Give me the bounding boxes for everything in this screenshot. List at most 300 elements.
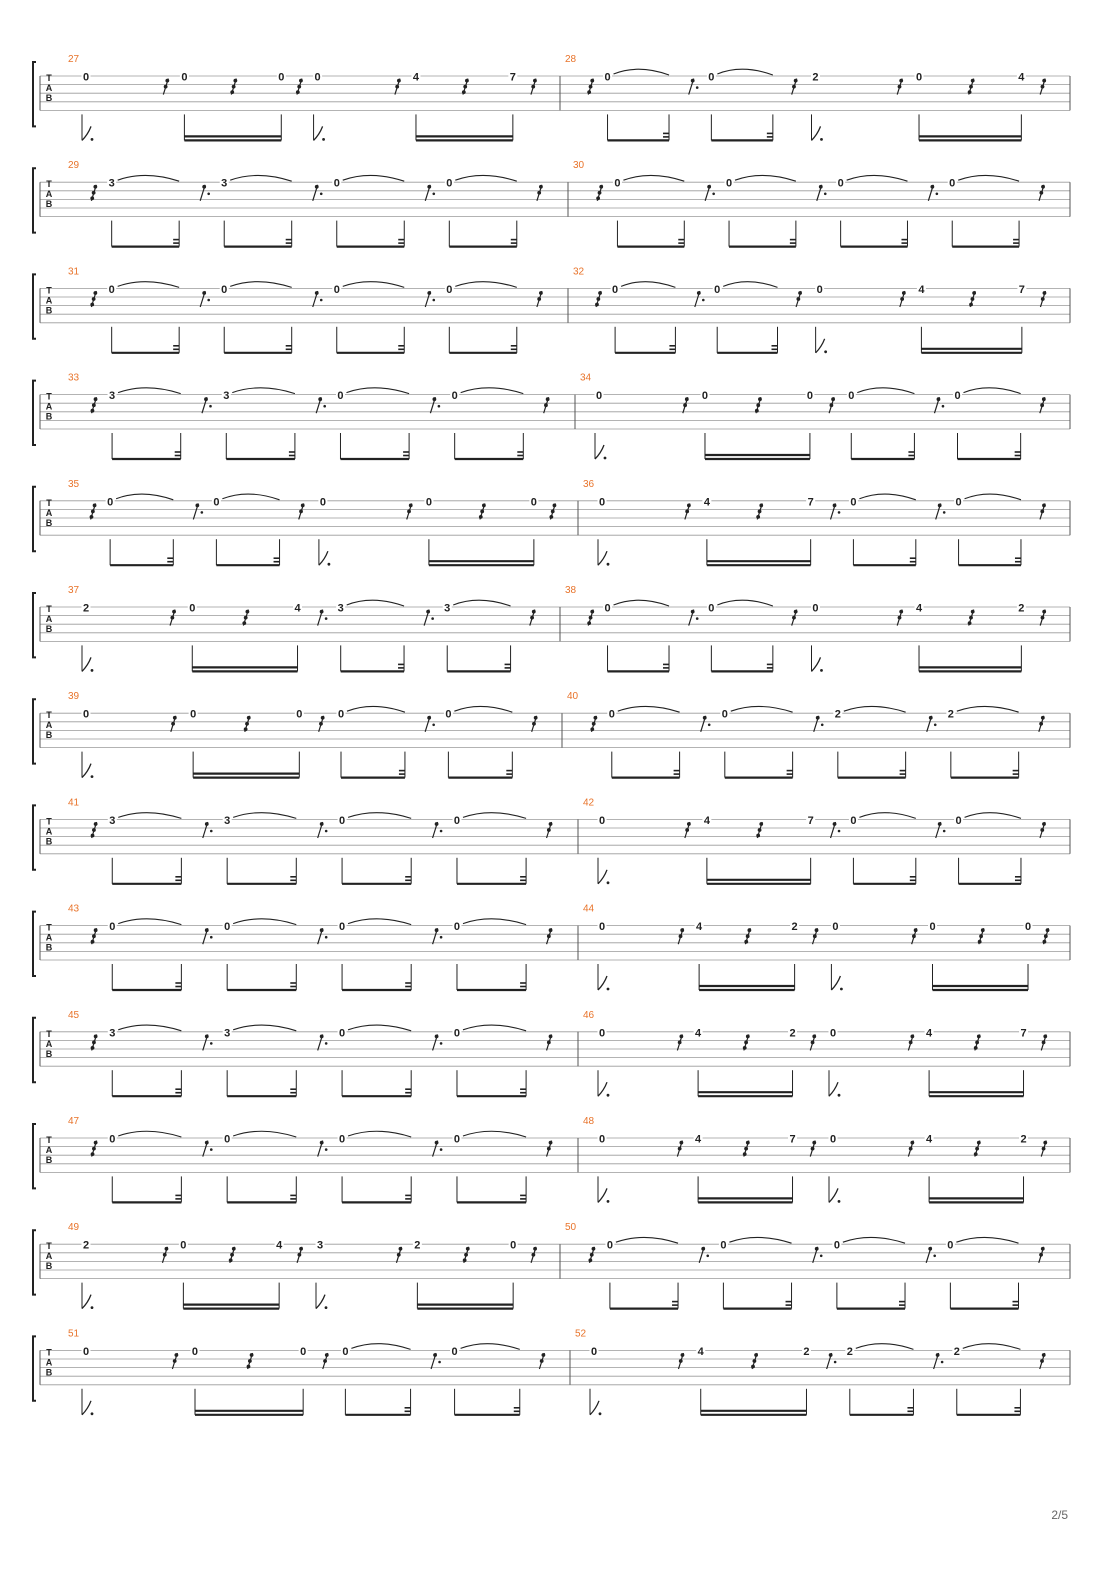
note-event [934,1353,944,1369]
fret-number: 0 [812,602,819,615]
rest-flag-dot [544,403,548,407]
rest-flag-dot [482,504,486,508]
note-event [1039,1247,1045,1263]
note-event [833,706,905,777]
rest-flag-dot [910,1141,914,1145]
tie-arc [346,388,409,394]
rest-flag-dot [91,409,95,413]
rest-flag-dot [598,191,602,195]
fret-number: 0 [829,1133,837,1146]
note-event [338,1131,412,1202]
rest-dot [432,193,435,196]
rest-flag-dot [172,610,176,614]
tab-system [33,54,1070,141]
rest-flag-dot [432,397,436,401]
fret-number: 0 [833,1239,840,1252]
fret-number: 0 [339,814,346,827]
tie-arc [956,1237,1018,1243]
note-event [544,397,550,413]
rest-flag-dot [323,1359,327,1363]
note-event [829,397,835,413]
note-event [90,503,97,519]
note-event [200,185,210,201]
note-event [815,282,827,353]
note-event [200,291,210,307]
rest-flag-dot [1040,828,1044,832]
tab-clef-letter: B [45,1155,53,1165]
rest-flag-dot [1039,1253,1043,1257]
rest-flag-dot [811,1147,815,1151]
rest-flag-dot [539,291,543,295]
note-event [705,185,715,201]
tab-clef-letter: B [45,199,53,210]
rest-flag-dot [250,1353,254,1357]
note-event [897,610,903,626]
rest-flag-dot [829,1353,833,1357]
note-event [587,79,594,95]
fret-number: 0 [598,814,606,827]
rest-flag-dot [744,940,748,944]
rest-flag-dot [435,1035,439,1039]
tie-arc [461,388,524,394]
rest-dot [706,1255,709,1258]
measure [68,479,556,566]
rest-flag-dot [202,291,206,295]
rest-flag-dot [679,934,683,938]
dot [91,669,94,672]
rest-flag-dot [547,1147,551,1151]
note-flag [811,126,820,140]
rest-flag-dot [399,1247,403,1251]
rest-flag-dot [796,297,800,301]
note-event [531,1247,537,1263]
rest-flag-dot [691,79,695,83]
measure [68,904,552,990]
note-event [452,813,526,884]
note-event [91,1034,98,1050]
rest-flag-dot [899,610,903,614]
rest-flag-dot [229,1258,233,1262]
rest-flag-dot [755,409,759,413]
note-event [297,1247,303,1263]
note-event [411,70,517,140]
rest-dot [708,724,711,727]
rest-flag-dot [320,610,324,614]
tie-arc [844,706,906,712]
tie-arc [233,813,296,819]
tab-clef-letter: A [45,932,53,943]
rest-flag-dot [968,621,972,625]
note-event [323,1353,329,1369]
system-bracket [33,1336,36,1400]
note-event [689,79,699,95]
tie-arc [343,175,404,181]
fret-number: 0 [606,1239,613,1252]
rest-flag-dot [297,1253,301,1257]
note-flag [598,870,607,884]
tie-arc [348,919,411,925]
rest-flag-dot [969,85,973,89]
note-event [607,706,679,777]
measure [580,373,1046,460]
tie-arc [621,282,675,288]
fret-number: 2 [803,1345,810,1358]
tab-clef-letter: T [46,922,52,933]
note-event [1041,1034,1047,1050]
rest-flag-dot [898,616,902,620]
rest-flag-dot [593,716,597,720]
tab-clef-letter: A [45,720,53,731]
note-event [452,919,526,990]
note-event [220,282,292,353]
measure-number: 48 [583,1116,595,1127]
rest-flag-dot [94,822,98,826]
rest-flag-dot [979,934,983,938]
rest-flag-dot [831,397,835,401]
note-event [831,920,843,991]
note-event [396,1247,402,1263]
note-event [547,1141,553,1157]
rest-flag-dot [747,928,751,932]
note-event [811,601,823,672]
rest-flag-dot [969,616,973,620]
system-bracket [33,487,36,551]
tab-system [33,1328,1070,1415]
measure [68,797,552,883]
tie-arc [118,1131,181,1137]
fret-number: 4 [294,602,301,615]
rest-flag-dot [247,716,251,720]
dot [607,563,610,566]
note-event [179,1238,284,1308]
dot [838,1200,841,1203]
fret-number: 0 [296,708,303,721]
rest-flag-dot [589,85,593,89]
note-event [444,706,512,777]
rest-flag-dot [816,716,820,720]
rest-flag-dot [598,291,602,295]
fret-number: 0 [451,390,458,403]
tab-clef-letter: B [45,1261,53,1272]
rest-flag-dot [914,928,918,932]
rest-flag-dot [968,90,972,94]
note-event [443,600,511,671]
tie-arc [735,175,796,181]
rest-flag-dot [703,716,707,720]
note-event [452,1025,526,1096]
tie-arc [847,175,908,181]
rest-flag-dot [756,515,760,519]
rest-dot [207,299,210,302]
rest-flag-dot [427,716,431,720]
note-event [694,1026,797,1096]
fret-number: 0 [829,1027,837,1040]
fret-number: 3 [109,390,116,403]
note-event [603,69,669,140]
rest-flag-dot [685,510,689,514]
note-event [1040,79,1046,95]
note-event [587,610,594,626]
fret-number: 0 [82,708,90,721]
measure-number: 45 [68,1009,80,1021]
tie-arc [455,282,516,288]
fret-number: 0 [224,1133,231,1146]
note-event [170,610,176,626]
measure [68,1116,552,1202]
rest-dot [201,511,204,514]
rest-flag-dot [245,610,249,614]
note-event [220,175,292,246]
note-event [530,610,536,626]
tie-arc [118,282,179,288]
tab-clef-letter: A [45,614,53,624]
rest-flag-dot [683,403,687,407]
note-event [180,70,286,140]
tab-clef-letter: T [46,73,52,83]
measure-number: 40 [567,691,579,703]
note-event [318,928,328,944]
note-event [91,397,98,413]
note-event [338,1025,412,1096]
rest-flag-dot [549,1141,553,1145]
rest-flag-dot [1043,1035,1047,1039]
tab-clef-letter: T [46,497,52,508]
fret-number: 4 [695,1027,702,1040]
rest-flag-dot [549,928,553,932]
measure [573,160,1045,246]
fret-number: 0 [590,1345,598,1358]
fret-number: 0 [333,177,340,190]
note-event [700,389,814,459]
tab-clef-letter: B [45,411,53,422]
measure [565,54,1046,141]
rest-flag-dot [90,515,94,519]
tab-system [33,797,1070,884]
rest-flag-dot [463,85,467,89]
note-flag [831,976,840,990]
fret-number: 0 [837,177,844,190]
note-event [946,1237,1019,1308]
note-event [316,397,326,413]
rest-dot [934,724,937,727]
note-event [605,1237,678,1308]
measure-number: 33 [68,372,80,384]
rest-flag-dot [395,85,399,89]
tie-arc [614,600,669,606]
fret-number: 4 [276,1239,283,1252]
note-event [831,822,841,838]
tab-clef-letter: A [45,507,53,518]
fret-number: 0 [319,496,326,509]
rest-flag-dot [1042,822,1046,826]
note-event [598,920,610,991]
rest-flag-dot [589,616,593,620]
measure [565,1222,1045,1308]
fret-number: 0 [445,708,452,721]
rest-flag-dot [587,621,591,625]
rest-flag-dot [929,716,933,720]
rest-flag-dot [1044,934,1048,938]
fret-number: 0 [425,496,432,509]
note-event [203,1034,213,1050]
note-flag [829,1188,838,1202]
rest-flag-dot [297,85,301,89]
rest-flag-dot [539,185,543,189]
fret-number: 0 [342,1345,349,1358]
system-bracket [33,168,36,232]
rest-dot [438,405,441,408]
rest-flag-dot [320,1035,324,1039]
note-event [925,1132,1028,1202]
note-event [810,1034,816,1050]
note-event [1043,928,1050,944]
note-event [677,1141,683,1157]
note-event [82,707,94,778]
note-event [954,494,1021,565]
rest-flag-dot [94,397,98,401]
rest-flag-dot [537,297,541,301]
rest-flag-dot [754,1353,758,1357]
note-event [193,503,203,519]
measure-number: 51 [68,1328,80,1340]
rest-flag-dot [938,504,942,508]
note-event [188,601,302,671]
fret-number: 4 [695,1133,702,1146]
fret-number: 0 [848,390,855,403]
rest-flag-dot [163,1253,167,1257]
note-event [424,495,538,565]
fret-number: 0 [278,71,285,84]
tie-arc [958,175,1019,181]
rest-flag-dot [427,291,431,295]
rest-dot [821,724,824,727]
note-event [547,822,553,838]
rest-flag-dot [595,303,599,307]
rest-flag-dot [321,716,325,720]
fret-number: 0 [721,708,728,721]
rest-flag-dot [900,297,904,301]
rest-dot [440,936,443,939]
tab-system [33,160,1070,246]
tie-arc [453,600,510,606]
fret-number: 0 [213,496,220,509]
note-event [685,503,691,519]
note-event [590,1344,602,1415]
note-event [598,813,610,884]
tab-clef-letter: B [45,1367,53,1378]
fret-number: 0 [929,921,936,934]
rest-flag-dot [299,79,303,83]
note-event [425,291,435,307]
fret-number: 0 [180,1239,187,1252]
note-event [108,813,182,884]
fret-number: 0 [595,390,603,403]
rest-flag-dot [533,1247,537,1251]
fret-number: 0 [708,602,715,615]
tie-arc [717,600,772,606]
fret-number: 4 [915,602,923,615]
fret-number: 2 [953,1345,960,1358]
fret-number: 0 [598,921,606,934]
rest-dot [325,830,328,833]
rest-flag-dot [93,504,97,508]
fret-number: 0 [300,1345,307,1358]
rest-flag-dot [1041,297,1045,301]
rest-flag-dot [910,1035,914,1039]
measure [583,904,1049,991]
fret-number: 0 [189,602,196,615]
rest-flag-dot [549,515,553,519]
tab-clef-letter: B [45,836,53,847]
tie-arc [729,1237,791,1243]
rest-flag-dot [547,934,551,938]
measure [68,54,537,141]
tab-clef-letter: B [45,517,53,528]
note-event [318,610,328,626]
note-event [202,397,212,413]
note-event [223,1025,297,1096]
note-event [1040,397,1046,413]
fret-number: 0 [612,283,619,296]
system-bracket [33,381,36,445]
note-event [450,1344,520,1415]
rest-flag-dot [592,1247,596,1251]
note-event [222,388,295,459]
tie-arc [957,706,1019,712]
rest-dot [942,405,945,408]
rest-flag-dot [1040,403,1044,407]
tab-clef-letter: B [45,624,53,634]
note-flag [598,976,607,990]
tie-arc [230,175,291,181]
note-flag [82,1401,91,1415]
note-event [596,185,603,201]
rest-dot [209,405,212,408]
rest-flag-dot [247,1365,251,1369]
fret-number: 2 [82,602,90,615]
fret-number: 7 [509,71,516,84]
rest-flag-dot [1042,1041,1046,1045]
rest-flag-dot [320,1141,324,1145]
rest-flag-dot [833,822,837,826]
rest-dot [431,617,434,620]
measure-number: 49 [68,1222,80,1234]
note-event [107,175,179,246]
rest-flag-dot [1041,716,1045,720]
tie-arc [723,282,777,288]
rest-flag-dot [678,1041,682,1045]
tie-arc [233,1131,296,1137]
rest-flag-dot [165,79,169,83]
rest-flag-dot [899,79,903,83]
tab-system [33,1010,1070,1097]
note-event [908,1034,914,1050]
note-event [926,1247,936,1263]
rest-flag-dot [541,1353,545,1357]
note-flag [82,126,91,140]
rest-flag-dot [938,822,942,826]
rest-flag-dot [92,1147,96,1151]
rest-flag-dot [320,822,324,826]
rest-flag-dot [596,196,600,200]
rest-flag-dot [701,1247,705,1251]
note-event [611,282,676,353]
tab-clef-letter: T [46,391,52,402]
fret-number: 0 [947,1239,954,1252]
note-event [613,175,684,246]
rest-dot [323,405,326,408]
note-event [590,716,597,732]
